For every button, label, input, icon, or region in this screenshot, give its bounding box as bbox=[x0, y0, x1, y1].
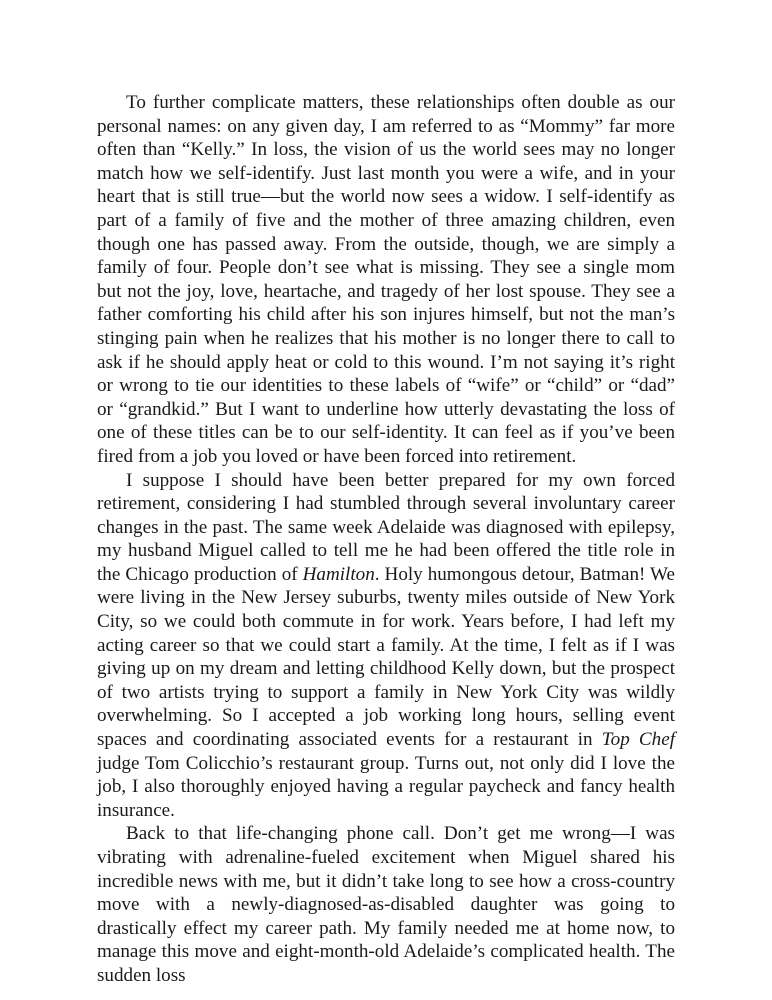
paragraph-2-text-part-3: judge Tom Colicchio’s restaurant group. Turns out, not only did I love the job, I also thoroughly enjoyed having a regular paycheck and fancy health insurance. bbox=[97, 752, 675, 821]
show-title-top-chef: Top Chef bbox=[601, 729, 675, 751]
paragraph-2 bbox=[97, 469, 675, 823]
paragraph-2-text-part-1: I suppose I should have been better prepared for my own forced retirement, considering I had stumbled through several involuntary career changes in the past. The same week Adelaide was diagnosed with epilepsy, my husband Miguel called to tell me he had been offered the title role in the Chicago production of bbox=[97, 469, 675, 585]
paragraph-1-text: To further complicate matters, these relationships often double as our personal names: on any given day, I am referred to as “Mommy” far more often than “Kelly.” In loss, the vision of us the world sees may no longer match how we self-identify. Just last month you were a wife, and in your heart that is still true—but the world now sees a widow. I self-identify as part of a family of five and the mother of three amazing children, even though one has passed away. From the outside, though, we are simply a family of four. People don’t see what is missing. They see a single mom but not the joy, love, heartache, and tragedy of her lost spouse. They see a father comforting his child after his son injures himself, but not the man’s stinging pain when he realizes that his mother is no longer there to call to ask if he should apply heat or cold to this wound. I’m not saying it’s right or wrong to tie our identities to these labels of “wife” or “child” or “dad” or “grandkid.” But I want to underline how utterly devastating the loss of one of these titles can be to our self-identity. It can feel as if you’ve been fired from a job you loved or have been forced into retirement. bbox=[97, 92, 675, 467]
paragraph-2-text-part-2: . Holy humongous detour, Batman! We were living in the New Jersey suburbs, twenty miles outside of New York City, so we could both commute in for work. Years before, I had left my acting career so that we could start a family. At the time, I felt as if I was giving up on my dream and letting childhood Kelly down, but the prospect of two artists trying to support a family in New York City was wildly overwhelming. So I accepted a job working long hours, selling event spaces and coordinating associated events for a restaurant in bbox=[97, 563, 675, 751]
paragraph-1 bbox=[97, 91, 675, 469]
paragraph-3-text: Back to that life-changing phone call. Don’t get me wrong—I was vibrating with adrenaline-fueled excitement when Miguel shared his incredible news with me, but it didn’t take long to see how a cross-country move with a newly-diagnosed-as-disabled daughter was going to drastically effect my career path. My family needed me at home now, to manage this move and eight-month-old Adelaide’s complicated health. The sudden loss bbox=[97, 823, 675, 986]
book-page-body bbox=[97, 91, 675, 988]
paragraph-3 bbox=[97, 822, 675, 987]
book-title-hamilton: Hamilton bbox=[302, 563, 375, 585]
